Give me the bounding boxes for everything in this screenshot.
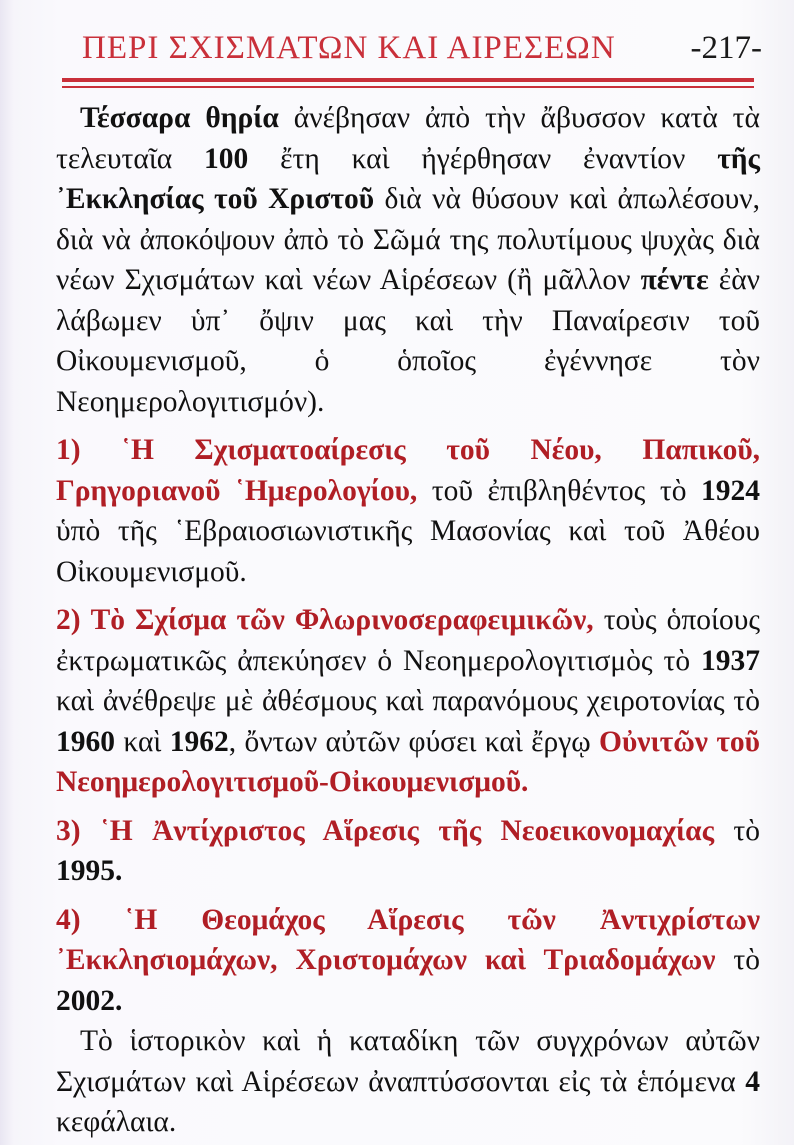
closing-number-4: 4	[745, 1065, 760, 1098]
intro-text-2: ἔτη καὶ ἠγέρθησαν ἐναντίον	[248, 142, 718, 175]
item-year: 1995.	[56, 855, 123, 887]
intro-paragraph	[56, 98, 760, 422]
running-title: ΠΕΡΙ ΣΧΙΣΜΑΤΩΝ ΚΑΙ ΑΙΡΕΣΕΩΝ	[82, 30, 616, 66]
list-number: 1)	[56, 434, 81, 466]
item-heading: ῾Η Ἀντίχριστος Αἵρεσις τῆς Νεοεικονομαχίας	[99, 814, 715, 847]
list-item-1	[56, 430, 760, 592]
page-header	[82, 28, 762, 72]
item-text: τὸ	[714, 814, 761, 847]
item-text: , ὄντων αὐτῶν φύσει καὶ ἔργῳ	[228, 725, 600, 758]
intro-number-100: 100	[204, 142, 249, 175]
closing-text-1: Τὸ ἱστορικὸν καὶ ἡ καταδίκη τῶν συγχρόνων αὐτῶν Σχισμάτων καὶ Αἱρέσεων ἀναπτύσσονται εἰς τὰ ἑπόμενα	[56, 1025, 760, 1098]
item-text: τὸ	[715, 944, 760, 976]
intro-emphasis-church: τῆς ᾿Εκκλησίας τοῦ Χριστοῦ	[56, 142, 760, 215]
list-number: 3)	[56, 814, 81, 847]
page-number: -217-	[690, 30, 762, 66]
closing-paragraph	[56, 1021, 760, 1143]
item-text: ὑπὸ τῆς ῾Εβραιοσιωνιστικῆς Μασονίας καὶ τοῦ Ἀθέου Οἰκουμενισμοῦ.	[56, 515, 760, 588]
item-text: τοῦ ἐπιβληθέντος τὸ	[417, 474, 701, 507]
list-number: 2)	[56, 604, 81, 636]
header-rule-thin	[62, 86, 754, 88]
closing-text-2: κεφάλαια.	[56, 1106, 177, 1138]
item-year: 1960	[56, 725, 115, 758]
intro-text-3: διὰ νὰ θύσουν καὶ ἀπωλέσουν, διὰ νὰ ἀποκόψουν ἀπὸ τὸ Σῶμά της πολυτίμους ψυχὰς διὰ νέων Σχισμάτων καὶ νέων Αἱρέσεων (ἢ μᾶλλον	[56, 183, 760, 296]
item-text: καὶ ἀνέθρεψε μὲ ἀθέσμους καὶ παρανόμους χειροτονίας τὸ	[56, 685, 760, 717]
item-text: τοὺς ὁποίους ἐκτρωματικῶς ἀπεκύησεν ὁ Νεοημερολογιτισμὸς τὸ	[56, 604, 760, 677]
intro-text-4: ἐὰν λάβωμεν ὑπ᾿ ὄψιν μας καὶ τὴν Παναίρεσιν τοῦ Οἰκουμενισμοῦ, ὁ ὁποῖος ἐγέννησε τὸν Νεοημερολογιτισμόν).	[56, 264, 760, 418]
list-number: 4)	[56, 903, 81, 936]
item-year: 2002.	[56, 984, 123, 1017]
intro-emphasis-four-beasts: Τέσσαρα θηρία	[80, 102, 279, 134]
page-body	[56, 98, 760, 1143]
item-heading: ῾Η Σχισματοαίρεσις τοῦ Νέου, Παπικοῦ, Γρηγοριανοῦ ῾Ημερολογίου,	[56, 434, 761, 507]
list-item-4	[56, 900, 760, 1022]
item-emphasis: Οὐνιτῶν τοῦ Νεοημερολογιτισμοῦ-Οἰκουμενισμοῦ.	[56, 725, 760, 798]
intro-emphasis-five: πέντε	[640, 264, 709, 296]
item-text: καὶ	[115, 725, 170, 758]
header-rule-thick	[62, 78, 754, 82]
item-year: 1924	[701, 474, 760, 507]
item-year: 1937	[701, 644, 760, 677]
intro-text-1: ἀνέβησαν ἀπὸ τὴν ἄβυσσον κατὰ τὰ τελευταῖα	[56, 102, 760, 175]
list-item-2	[56, 600, 760, 803]
list-item-3	[56, 811, 760, 892]
item-year: 1962	[169, 725, 229, 758]
item-heading: ῾Η Θεομάχος Αἵρεσις τῶν Ἀντιχρίστων ᾿Εκκλησιομάχων, Χριστομάχων καὶ Τριαδομάχων	[56, 903, 760, 976]
item-heading: Τὸ Σχίσμα τῶν Φλωρινοσεραφειμικῶν,	[90, 604, 594, 636]
